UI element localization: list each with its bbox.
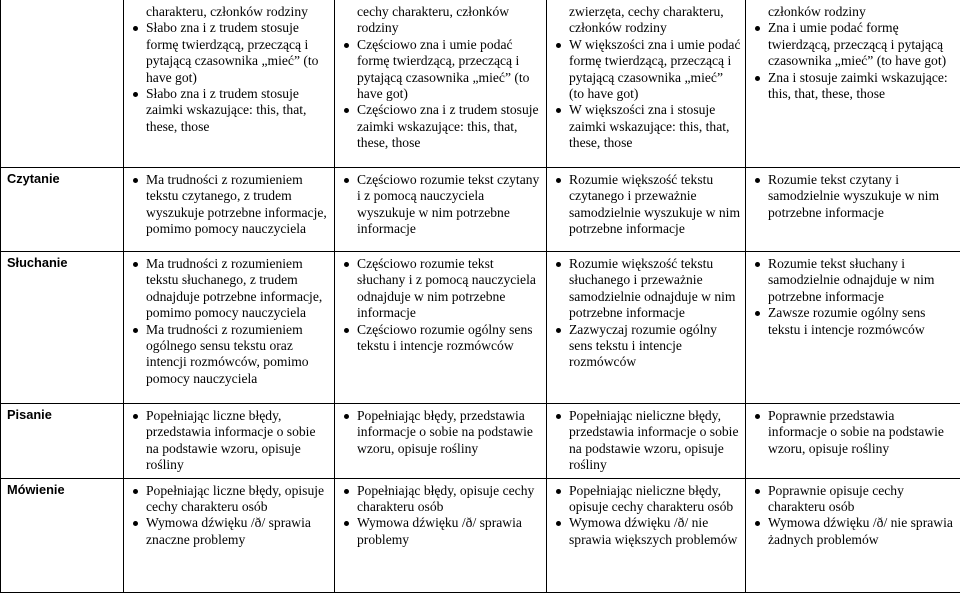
criteria-cell-level-3 [547,168,746,252]
table-row [1,252,960,404]
criteria-list [124,483,330,549]
skill-cell [1,252,124,404]
criteria-cell-level-4 [746,168,960,252]
criteria-list [746,4,956,102]
criteria-bullet-item: Słabo zna i z trudem stosuje formę twierdzącą, przeczącą i pytającą czasownika „mieć” (to have got) [124,20,330,86]
criteria-list [124,172,330,238]
criteria-cell-level-4 [746,252,960,404]
criteria-cell-level-1 [124,478,335,592]
criteria-cell-level-3 [547,252,746,404]
criteria-list [547,256,741,371]
criteria-bullet-item: Popełniając nieliczne błędy, opisuje cechy charakteru osób [547,483,741,516]
criteria-bullet-item: Rozumie większość tekstu słuchanego i przeważnie samodzielnie odnajduje w nim potrzebne informacje [547,256,741,322]
criteria-bullet-item: Rozumie tekst czytany i samodzielnie wyszukuje w nim potrzebne informacje [746,172,956,221]
criteria-cell-level-1 [124,168,335,252]
criteria-bullet-item: Poprawnie przedstawia informacje o sobie na podstawie wzoru, opisuje rośliny [746,408,956,457]
skill-label [7,0,123,3]
criteria-list [124,408,330,474]
criteria-list [335,172,542,238]
criteria-continuation: cechy charakteru, członków rodziny [335,4,542,37]
criteria-cell-level-3 [547,0,746,168]
criteria-cell-level-2 [335,0,547,168]
criteria-bullet-item: Wymowa dźwięku /ð/ nie sprawia większych problemów [547,515,741,548]
criteria-bullet-item: Częściowo rozumie ogólny sens tekstu i intencje rozmówców [335,322,542,355]
criteria-bullet-item: Słabo zna i z trudem stosuje zaimki wskazujące: this, that, these, those [124,86,330,135]
table-body [1,0,960,592]
criteria-list [547,172,741,238]
criteria-bullet-item: Rozumie tekst słuchany i samodzielnie odnajduje w nim potrzebne informacje [746,256,956,305]
criteria-bullet-item: Zazwyczaj rozumie ogólny sens tekstu i intencje rozmówców [547,322,741,371]
criteria-bullet-item: W większości zna i umie podać formę twierdzącą, przeczącą i pytającą czasownika „mieć” (to have got) [547,37,741,103]
criteria-bullet-item: Zna i umie podać formę twierdzącą, przeczącą i pytającą czasownika „mieć” (to have got) [746,20,956,69]
criteria-cell-level-4 [746,404,960,479]
criteria-list [335,4,542,152]
skill-cell [1,478,124,592]
criteria-bullet-item: Częściowo zna i z trudem stosuje zaimki wskazujące: this, that, these, those [335,102,542,151]
criteria-bullet-item: Częściowo rozumie tekst czytany i z pomocą nauczyciela wyszukuje w nim potrzebne informacje [335,172,542,238]
table-row [1,0,960,168]
criteria-cell-level-2 [335,168,547,252]
criteria-cell-level-2 [335,478,547,592]
skill-cell [1,168,124,252]
skill-cell [1,0,124,168]
criteria-bullet-item: Popełniając liczne błędy, przedstawia informacje o sobie na podstawie wzoru, opisuje rośliny [124,408,330,474]
criteria-list [746,172,956,221]
criteria-bullet-item: Rozumie większość tekstu czytanego i przeważnie samodzielnie wyszukuje w nim potrzebne informacje [547,172,741,238]
criteria-bullet-item: Popełniając błędy, przedstawia informacje o sobie na podstawie wzoru, opisuje rośliny [335,408,542,457]
criteria-list [335,408,542,457]
criteria-bullet-item: Wymowa dźwięku /ð/ sprawia znaczne problemy [124,515,330,548]
skill-cell [1,404,124,479]
criteria-list [746,408,956,457]
criteria-list [335,256,542,354]
criteria-bullet-item: Zawsze rozumie ogólny sens tekstu i intencje rozmówców [746,305,956,338]
criteria-cell-level-1 [124,252,335,404]
criteria-bullet-item: Poprawnie opisuje cechy charakteru osób [746,483,956,516]
criteria-list [124,256,330,387]
criteria-cell-level-4 [746,478,960,592]
skill-label: Słuchanie [7,252,123,271]
table-row [1,404,960,479]
criteria-list [124,4,330,135]
criteria-bullet-item: Zna i stosuje zaimki wskazujące: this, that, these, those [746,70,956,103]
criteria-cell-level-2 [335,404,547,479]
criteria-bullet-item: Popełniając nieliczne błędy, przedstawia informacje o sobie na podstawie wzoru, opisuje rośliny [547,408,741,474]
criteria-bullet-item: Wymowa dźwięku /ð/ sprawia problemy [335,515,542,548]
criteria-bullet-item: Ma trudności z rozumieniem tekstu czytanego, z trudem wyszukuje potrzebne informacje, pomimo pomocy nauczyciela [124,172,330,238]
skill-label: Czytanie [7,168,123,187]
criteria-continuation: członków rodziny [746,4,956,20]
table-row [1,168,960,252]
criteria-cell-level-1 [124,404,335,479]
criteria-cell-level-1 [124,0,335,168]
criteria-cell-level-3 [547,478,746,592]
criteria-list [547,483,741,549]
criteria-bullet-item: Częściowo rozumie tekst słuchany i z pomocą nauczyciela odnajduje w nim potrzebne informacje [335,256,542,322]
criteria-list [547,4,741,152]
criteria-bullet-item: Popełniając liczne błędy, opisuje cechy charakteru osób [124,483,330,516]
criteria-continuation: zwierzęta, cechy charakteru, członków rodziny [547,4,741,37]
criteria-bullet-item: Ma trudności z rozumieniem ogólnego sensu tekstu oraz intencji rozmówców, pomimo pomocy nauczyciela [124,322,330,388]
criteria-cell-level-4 [746,0,960,168]
criteria-continuation: charakteru, członków rodziny [124,4,330,20]
criteria-bullet-item: W większości zna i stosuje zaimki wskazujące: this, that, these, those [547,102,741,151]
criteria-list [746,483,956,549]
criteria-bullet-item: Częściowo zna i umie podać formę twierdzącą, przeczącą i pytającą czasownika „mieć” (to have got) [335,37,542,103]
table-row [1,478,960,592]
criteria-bullet-item: Wymowa dźwięku /ð/ nie sprawia żadnych problemów [746,515,956,548]
criteria-list [335,483,542,549]
skill-label: Pisanie [7,404,123,423]
criteria-bullet-item: Popełniając błędy, opisuje cechy charakteru osób [335,483,542,516]
criteria-cell-level-3 [547,404,746,479]
criteria-list [746,256,956,338]
skill-label: Mówienie [7,479,123,498]
criteria-list [547,408,741,474]
criteria-cell-level-2 [335,252,547,404]
criteria-bullet-item: Ma trudności z rozumieniem tekstu słuchanego, z trudem odnajduje potrzebne informacje, pomimo pomocy nauczyciela [124,256,330,322]
